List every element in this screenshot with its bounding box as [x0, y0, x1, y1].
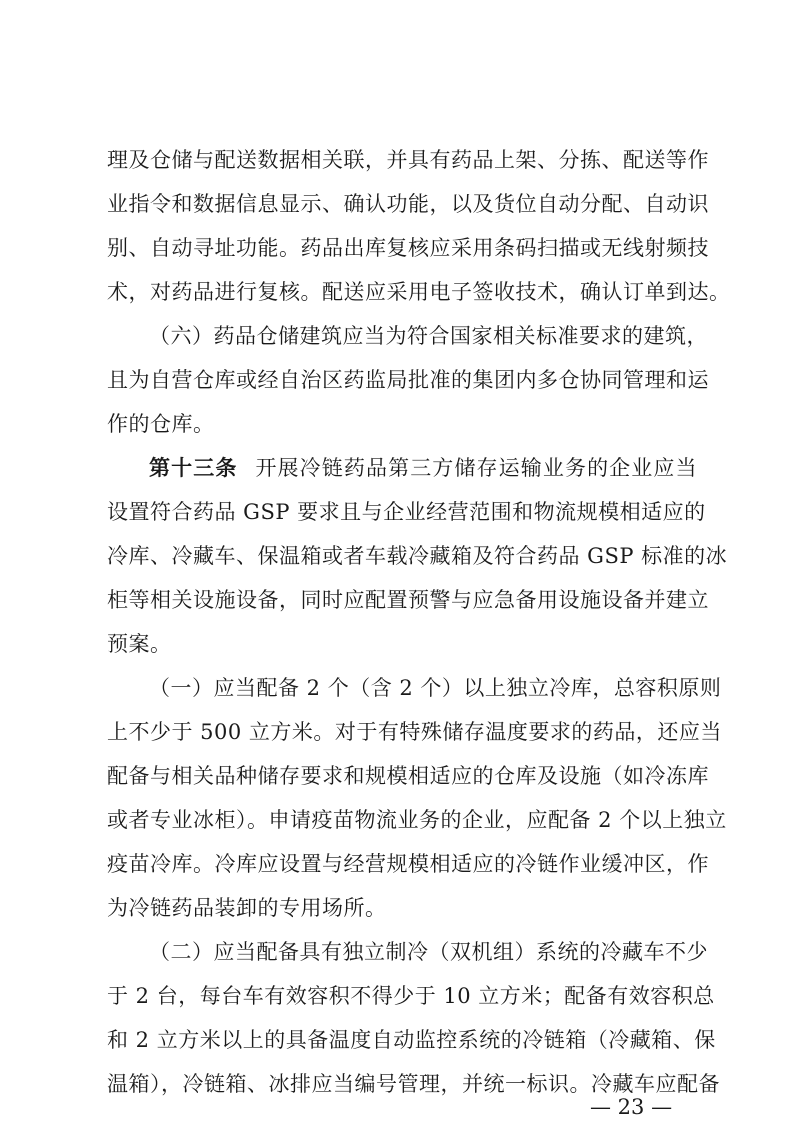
text-line: 或者专业冰柜）。申请疫苗物流业务的企业，应配备 2 个以上独立 — [107, 808, 727, 832]
text-line: 柜等相关设施设备，同时应配置预警与应急备用设施设备并建立 — [107, 588, 709, 612]
text-line: 和 2 立方米以上的具备温度自动监控系统的冷链箱（冷藏箱、保 — [107, 1028, 716, 1052]
paragraph-last-line: 作的仓库。 — [107, 412, 215, 436]
text-line: 设置符合药品 GSP 要求且与企业经营范围和物流规模相适应的 — [107, 500, 706, 524]
text-line: 理及仓储与配送数据相关联，并具有药品上架、分拣、配送等作 — [107, 148, 709, 172]
article-first-line — [149, 455, 697, 481]
text-line: 疫苗冷库。冷库应设置与经营规模相适应的冷链作业缓冲区，作 — [107, 852, 709, 876]
article-text: 开展冷链药品第三方储存运输业务的企业应当 — [255, 456, 698, 480]
text-line: 配备与相关品种储存要求和规模相适应的仓库及设施（如冷冻库 — [107, 764, 709, 788]
paragraph-last-line: 为冷链药品装卸的专用场所。 — [107, 896, 387, 920]
text-line: 冷库、冷藏车、保温箱或者车载冷藏箱及符合药品 GSP 标准的冰 — [107, 544, 728, 568]
text-line: 别、自动寻址功能。药品出库复核应采用条码扫描或无线射频技 — [107, 236, 709, 260]
page-number: — 23 — — [590, 1095, 673, 1119]
text-line: 术，对药品进行复核。配送应采用电子签收技术，确认订单到达。 — [107, 280, 731, 304]
paragraph-first-line: （一）应当配备 2 个（含 2 个）以上独立冷库，总容积原则 — [149, 676, 722, 700]
text-line: 且为自营仓库或经自治区药监局批准的集团内多仓协同管理和运 — [107, 368, 709, 392]
paragraph-first-line: （六）药品仓储建筑应当为符合国家相关标准要求的建筑， — [149, 324, 708, 348]
article-heading: 第十三条 — [149, 455, 238, 480]
text-line: 上不少于 500 立方米。对于有特殊储存温度要求的药品，还应当 — [107, 720, 722, 744]
text-line: 于 2 台，每台车有效容积不得少于 10 立方米；配备有效容积总 — [107, 984, 715, 1008]
paragraph-last-line: 预案。 — [107, 632, 172, 656]
text-line: 温箱），冷链箱、冰排应当编号管理，并统一标识。冷藏车应配备 — [107, 1072, 720, 1096]
paragraph-first-line: （二）应当配备具有独立制冷（双机组）系统的冷藏车不少 — [149, 940, 708, 964]
text-line: 业指令和数据信息显示、确认功能，以及货位自动分配、自动识 — [107, 192, 709, 216]
